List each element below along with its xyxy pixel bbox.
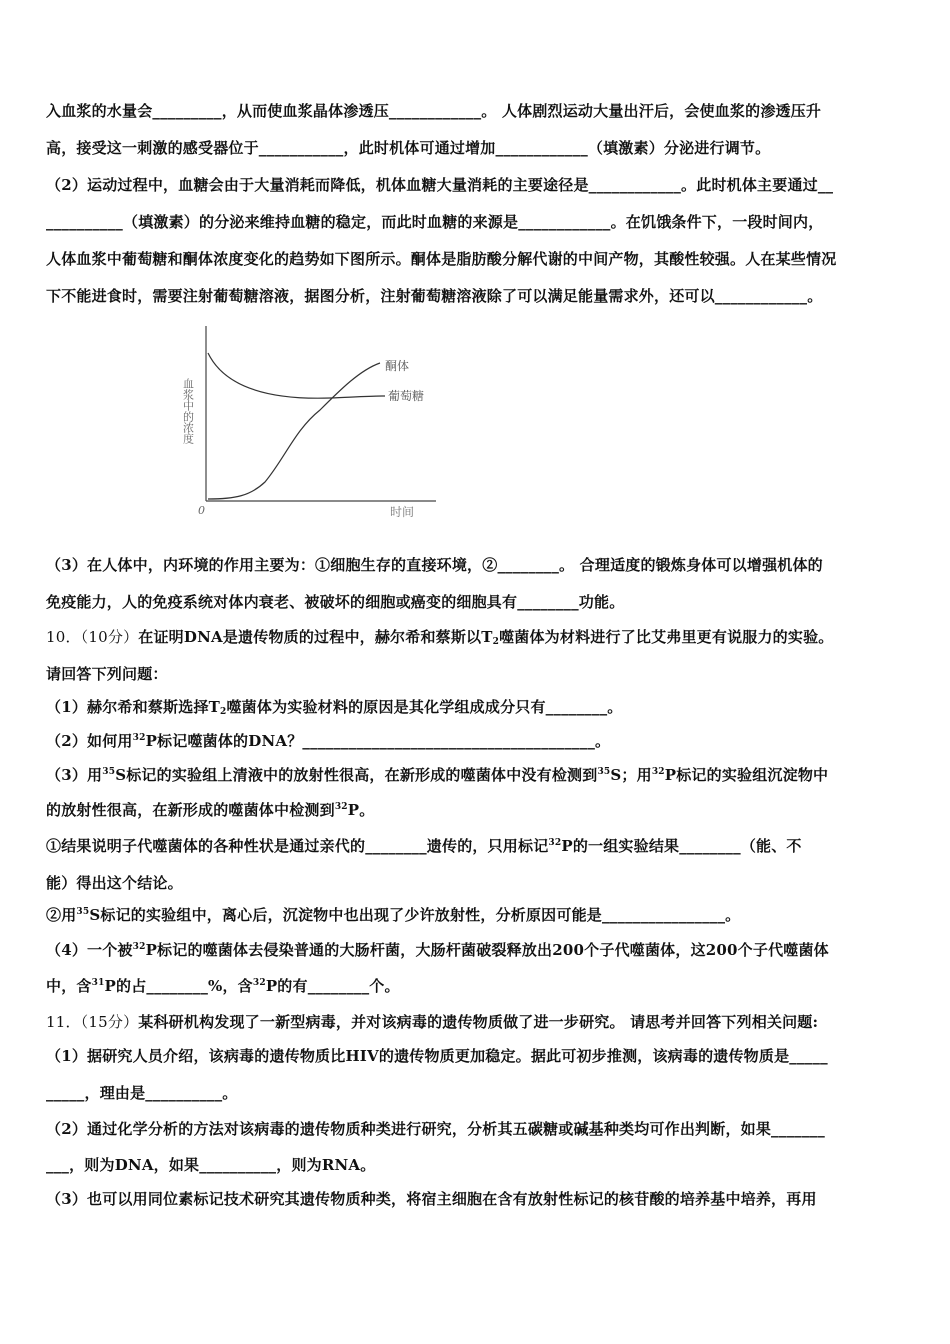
- q10-c1-sup: 32: [548, 838, 562, 848]
- q10-conclusion1-line2: 能）得出这个结论。: [46, 874, 183, 892]
- q10-part3-line1: [46, 765, 908, 785]
- q10-part1-b: 噬菌体为实验材料的原因是其化学组成成分只有________。: [226, 698, 623, 716]
- chart-svg: [180, 318, 440, 528]
- q11-part2-line1: （2）通过化学分析的方法对该病毒的遗传物质种类进行研究，分析其五碳糖或碱基种类均可作出判断，如果_______: [46, 1120, 825, 1138]
- q10-part3-d: P标记的实验组沉淀物中: [664, 766, 829, 784]
- q10-part3-line2-a: 的放射性很高，在新形成的噬菌体中检测到: [46, 801, 335, 819]
- q10-part4-line2-a: 中，含: [46, 977, 92, 995]
- q10-header-b: 噬菌体为材料进行了比艾弗里更有说服力的实验。: [499, 628, 834, 646]
- q10-part4-line2-c: P的有________个。: [265, 977, 400, 995]
- q10-c2-a: ②用: [46, 906, 77, 924]
- q10-c1-a: ①结果说明子代噬菌体的各种性状是通过亲代的________遗传的，只用标记: [46, 837, 549, 855]
- q10-c2-sup: 35: [76, 907, 90, 917]
- text-line-3: （2）运动过程中，血糖会由于大量消耗而降低，机体血糖大量消耗的主要途径是____________。此时机体主要通过__: [46, 176, 834, 194]
- q10-number: 10．（10分）: [46, 628, 139, 646]
- text-line-6: 下不能进食时，需要注射葡萄糖溶液，据图分析，注射葡萄糖溶液除了可以满足能量需求外，还可以____________。: [46, 287, 823, 305]
- q10-conclusion2: [46, 905, 908, 925]
- q10-part3-b: S标记的实验组上清液中的放射性很高，在新形成的噬菌体中没有检测到: [115, 766, 598, 784]
- q11-part1-line1: （1）据研究人员介绍，该病毒的遗传物质比HIV的遗传物质更加稳定。据此可初步推测，该病毒的遗传物质是_____: [46, 1047, 828, 1065]
- concentration-chart: [180, 318, 440, 528]
- q10-header-a: 在证明DNA是遗传物质的过程中，赫尔希和蔡斯以T: [138, 628, 493, 646]
- q10-part4-line1: [46, 940, 908, 960]
- text-line-1: 入血浆的水量会_________，从而使血浆晶体渗透压____________。 人体剧烈运动大量出汗后，会使血浆的渗透压升: [46, 102, 822, 120]
- origin-label: 0: [198, 504, 205, 517]
- legend-glucose-label: 葡萄糖: [388, 389, 425, 403]
- text-line-4: __________（填激素）的分泌来维持血糖的稳定，而此时血糖的来源是____________。在饥饿条件下，一段时间内，: [46, 213, 824, 231]
- q11-part1-line2: _____，理由是__________。: [46, 1084, 238, 1102]
- series-ketone-line: [208, 363, 380, 499]
- q10-part3-a: （3）用: [46, 766, 103, 784]
- q11-header: [46, 1012, 908, 1032]
- q10-c1-b: P的一组实验结果________（能、不: [561, 837, 802, 855]
- x-axis-label: 时间: [390, 505, 415, 519]
- text-line-5: 人体血浆中葡萄糖和酮体浓度变化的趋势如下图所示。酮体是脂肪酸分解代谢的中间产物，其酸性较强。人在某些情况: [46, 250, 837, 268]
- q10-part1-sub: 2: [220, 707, 227, 717]
- q10-part3-line2-sup: 32: [334, 802, 348, 812]
- q9-part3-line2: 免疫能力，人的免疫系统对体内衰老、被破坏的细胞或癌变的细胞具有________功能。: [46, 593, 625, 611]
- q10-part3-sup3: 32: [651, 767, 665, 777]
- q10-part4-line2-b: P的占________%，含: [104, 977, 253, 995]
- q10-c2-b: S标记的实验组中，离心后，沉淀物中也出现了少许放射性，分析原因可能是________________。: [89, 906, 741, 924]
- q10-part3-line2-b: P。: [347, 801, 375, 819]
- q10-part3-sup1: 35: [102, 767, 116, 777]
- q10-part4-line2-sup2: 32: [252, 978, 266, 988]
- q10-part4-line2-sup1: 31: [91, 978, 105, 988]
- q10-part2-sup: 32: [132, 733, 146, 743]
- q9-part3-line1: （3）在人体中，内环境的作用主要为：①细胞生存的直接环境，②________。 合理适度的锻炼身体可以增强机体的: [46, 556, 823, 574]
- q10-part3-c: S；用: [610, 766, 652, 784]
- q10-header-line2: 请回答下列问题：: [46, 665, 168, 683]
- q10-header: [46, 627, 908, 647]
- q10-part2-b: P标记噬菌体的DNA？______________________________________。: [145, 732, 611, 750]
- q10-part1: [46, 697, 908, 717]
- q10-conclusion1-line1: [46, 836, 908, 856]
- q10-part1-a: （1）赫尔希和蔡斯选择T: [46, 698, 221, 716]
- legend-ketone-label: 酮体: [385, 359, 410, 373]
- q10-part2: [46, 731, 908, 751]
- q10-part4-sup: 32: [132, 942, 146, 952]
- q10-part3-sup2: 35: [597, 767, 611, 777]
- y-axis-label: 血浆中的浓度: [181, 378, 195, 444]
- q11-number: 11．（15分）: [46, 1013, 139, 1031]
- text-line-2: 高，接受这一刺激的感受器位于___________，此时机体可通过增加____________（填激素）分泌进行调节。: [46, 139, 771, 157]
- q10-part4-a: （4）一个被: [46, 941, 133, 959]
- q10-part4-b: P标记的噬菌体去侵染普通的大肠杆菌，大肠杆菌破裂释放出200个子代噬菌体，这200个子代噬菌体: [145, 941, 829, 959]
- q11-header-text: 某科研机构发现了一新型病毒，并对该病毒的遗传物质做了进一步研究。 请思考并回答下列相关问题:: [138, 1013, 819, 1031]
- q10-part2-a: （2）如何用: [46, 732, 133, 750]
- q10-part4-line2: [46, 976, 908, 996]
- q11-part3-line1: （3）也可以用同位素标记技术研究其遗传物质种类，将宿主细胞在含有放射性标记的核苷酸的培养基中培养，再用: [46, 1190, 817, 1208]
- q10-header-sub: 2: [492, 637, 500, 647]
- q10-part3-line2: [46, 800, 908, 820]
- q11-part2-line2: ___，则为DNA，如果__________，则为RNA。: [46, 1156, 376, 1174]
